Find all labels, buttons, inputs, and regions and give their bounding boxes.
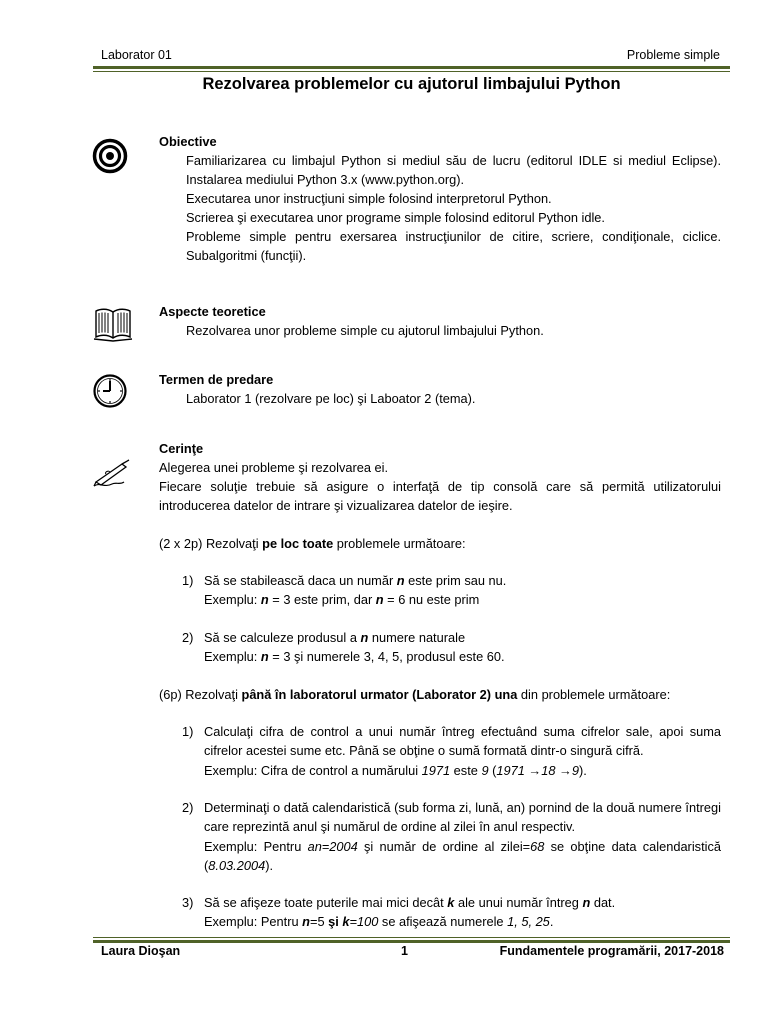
book-icon xyxy=(93,304,133,344)
target-icon xyxy=(92,138,128,174)
example-value: 9 xyxy=(571,762,579,778)
example-var: n xyxy=(260,592,269,608)
arrow-icon: → xyxy=(528,762,542,778)
item-text: este prim sau nu. xyxy=(404,573,507,588)
item-number: 1) xyxy=(182,573,194,588)
list-item xyxy=(182,798,721,875)
item-text: Determinaţi o dată calendaristică (sub forma zi, lună, an) pornind de la două numere întregi care reprezintă anul şi numărul de ordine al zilei în anul respectiv. xyxy=(204,800,721,835)
objectives-heading: Obiective xyxy=(159,134,217,149)
part1-intro-b: pe loc toate xyxy=(262,536,334,551)
example-var: k xyxy=(342,914,350,930)
list-item xyxy=(182,571,721,610)
item-var: n xyxy=(582,895,591,910)
example-text: = 3 şi numerele 3, 4, 5, produsul este 60. xyxy=(268,649,505,665)
pen-icon xyxy=(92,458,132,488)
item-text: Calculaţi cifra de control a unui număr întreg efectuând suma cifrelor sale, apoi suma cifrelor acestei sume etc. Până se obţine o sumă formată dintr-o singură cifră. xyxy=(204,724,721,759)
example-text: Exemplu: Cifra de control a numărului xyxy=(204,762,422,778)
item-var: n xyxy=(360,630,369,645)
objectives-section xyxy=(159,132,721,265)
example-text: Exemplu: Pentru xyxy=(204,914,303,930)
requirements-line: Alegerea unei probleme şi rezolvarea ei. xyxy=(159,460,389,475)
example-value: 68 xyxy=(530,838,545,854)
footer-rule-thick xyxy=(93,940,730,943)
example-text: Exemplu: xyxy=(204,592,261,608)
example-text: Exemplu: xyxy=(204,649,261,665)
footer-course: Fundamentele programării, 2017-2018 xyxy=(499,944,724,958)
arrow-icon: → xyxy=(559,762,572,778)
objective-line: Familiarizarea cu limbajul Python si mediul său de lucru (editorul IDLE si mediul Eclipse). Instalarea mediului Python 3.x (www.python.org). xyxy=(186,153,721,187)
item-number: 3) xyxy=(182,895,194,910)
item-number: 2) xyxy=(182,800,194,815)
example-value: 8.03.2004 xyxy=(208,857,266,873)
part2-intro-c: din problemele următoare: xyxy=(517,687,671,702)
objective-line: Scrierea şi executarea unor programe simple folosind editorul Python idle. xyxy=(186,210,605,225)
item-var: n xyxy=(396,573,405,588)
example-text: ( xyxy=(488,762,497,778)
deadline-heading: Termen de predare xyxy=(159,372,274,387)
item-text: Să se calculeze produsul a xyxy=(204,630,361,645)
item-number: 1) xyxy=(182,724,194,739)
list-item xyxy=(182,628,721,667)
example-text: se afişează numerele xyxy=(378,914,508,930)
header-right: Probleme simple xyxy=(626,48,720,62)
header-left: Laborator 01 xyxy=(101,48,172,62)
example-value: 1971 xyxy=(496,762,529,778)
theory-text: Rezolvarea unor probleme simple cu ajutorul limbajului Python. xyxy=(186,323,544,338)
example-text: =5 xyxy=(310,914,329,930)
item-text: Să se afişeze toate puterile mai mici decât xyxy=(204,895,448,910)
item-text: dat. xyxy=(590,895,616,910)
example-text: şi xyxy=(328,914,339,930)
example-var: n xyxy=(302,914,310,930)
example-var: n xyxy=(375,592,384,608)
theory-heading: Aspecte teoretice xyxy=(159,304,266,319)
deadline-section xyxy=(159,370,721,408)
footer-author: Laura Dioşan xyxy=(101,944,181,958)
item-var: k xyxy=(447,895,455,910)
page-title: Rezolvarea problemelor cu ajutorul limbajului Python xyxy=(202,75,621,93)
part2-intro xyxy=(159,685,721,704)
example-value: an=2004 xyxy=(307,838,358,854)
clock-icon xyxy=(92,373,128,409)
example-text: ). xyxy=(578,762,587,778)
item-text: numere naturale xyxy=(368,630,466,645)
objective-line: Executarea unor instrucţiuni simple folosind interpretorul Python. xyxy=(186,191,552,206)
footer-rule-thin xyxy=(93,937,730,938)
example-value: =100 xyxy=(349,914,379,930)
part2-intro-b: până în laboratorul urmator (Laborator 2) una xyxy=(241,687,518,702)
example-value: 9 xyxy=(481,762,489,778)
example-value: 1, 5, 25 xyxy=(507,914,550,930)
part1-intro-c: problemele următoare: xyxy=(333,536,466,551)
example-text: . xyxy=(549,914,554,930)
example-var: n xyxy=(260,649,269,665)
list-item xyxy=(182,722,721,780)
example-value: 18 xyxy=(541,762,560,778)
deadline-text: Laborator 1 (rezolvare pe loc) şi Laboator 2 (tema). xyxy=(186,391,476,406)
example-text: se obţine data calendaristică ( xyxy=(204,838,721,873)
example-text: este xyxy=(450,762,482,778)
example-text: ). xyxy=(265,857,274,873)
part1-intro-a: (2 x 2p) Rezolvaţi xyxy=(159,536,263,551)
theory-section xyxy=(159,302,721,340)
example-text: şi număr de ordine al zilei= xyxy=(357,838,531,854)
part2-intro-a: (6p) Rezolvaţi xyxy=(159,687,242,702)
objective-line: Probleme simple pentru exersarea instrucţiunilor de citire, scriere, condiţionale, ciclice. Subalgoritmi (funcţii). xyxy=(186,229,721,263)
item-text: Să se stabilească daca un număr xyxy=(204,573,397,588)
example-value: 1971 xyxy=(421,762,451,778)
item-number: 2) xyxy=(182,630,194,645)
requirements-heading: Cerinţe xyxy=(159,441,204,456)
example-text: = 3 este prim, dar xyxy=(268,592,376,608)
footer-page-number: 1 xyxy=(401,944,408,958)
header-rule-thick xyxy=(93,66,730,69)
example-text: Exemplu: Pentru xyxy=(204,838,308,854)
list-item xyxy=(182,893,721,932)
requirements-section xyxy=(159,439,721,515)
part1-intro xyxy=(159,534,721,553)
header-rule-thin xyxy=(93,71,730,72)
requirements-line: Fiecare soluţie trebuie să asigure o interfaţă de tip consolă care să permită utilizatorului introducerea datelor de intrare şi vizualizarea datelor de ieşire. xyxy=(159,479,721,513)
example-text: = 6 nu este prim xyxy=(383,592,480,608)
item-text: ale unui număr întreg xyxy=(454,895,583,910)
